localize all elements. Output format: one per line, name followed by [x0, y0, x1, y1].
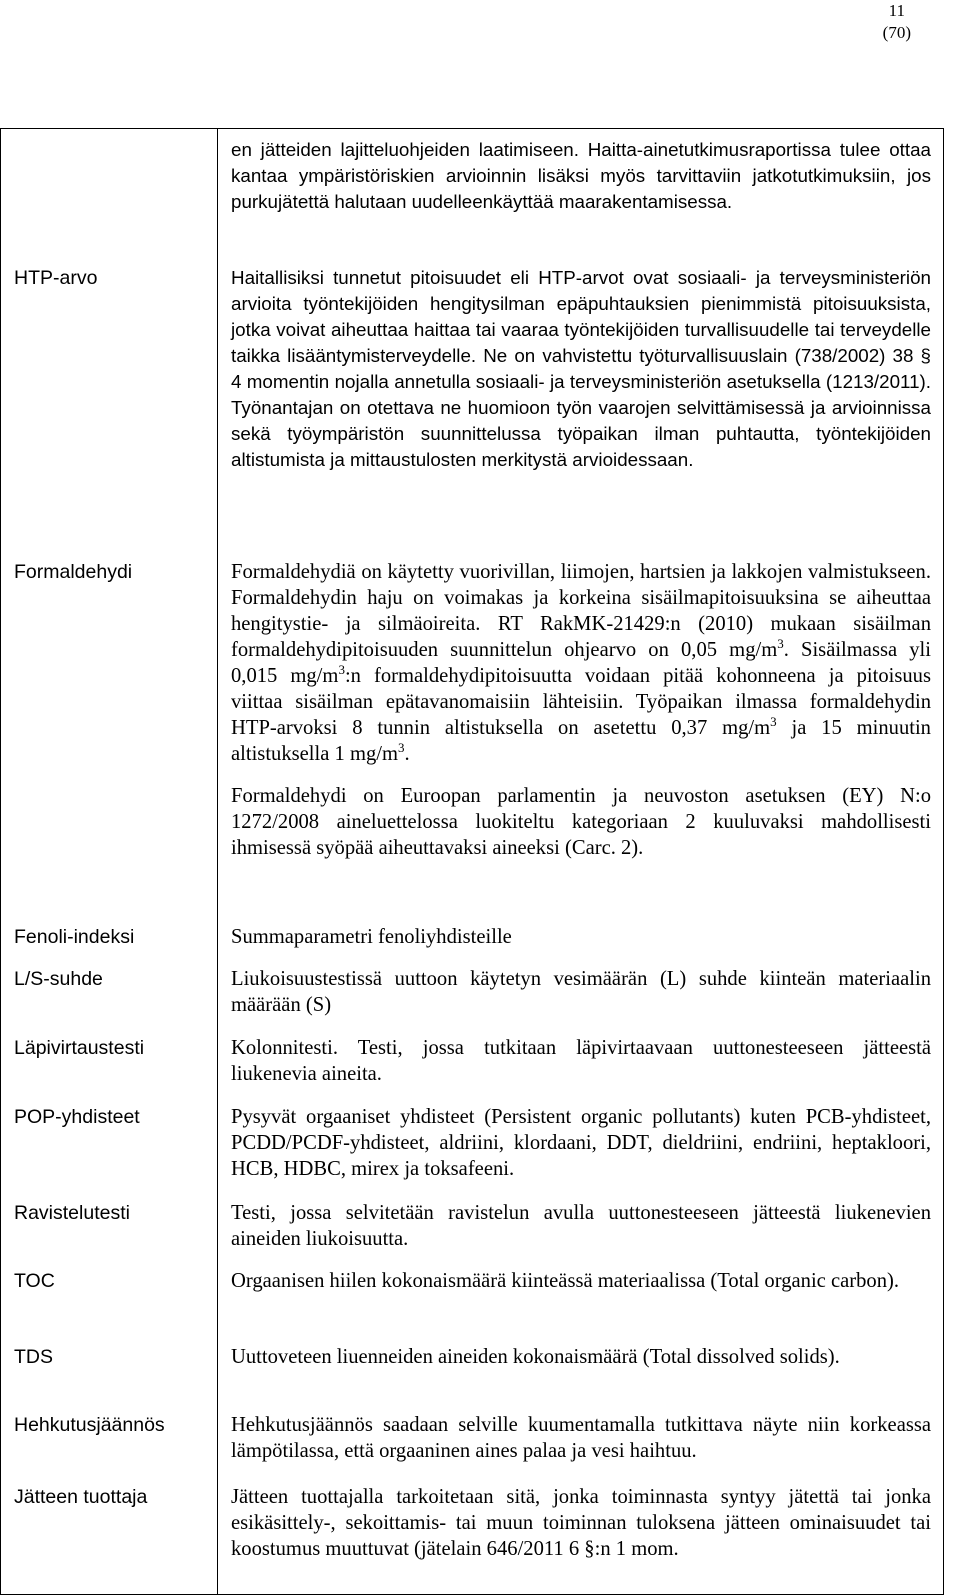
definition-text: Formaldehydiä on käytetty vuorivillan, liimojen, hartsien ja lakkojen valmistukseen. Formaldehydin haju on voimakas ja korkeina sisäilmapitoisuuksina se aiheuttaa hengitystie- ja silmäoireita. RT RakMK-21429:n (2010) mukaan sisäilman formaldehydipitoisuuden suunnittelun ohjearvo on 0,05 $mg/m^3$. Sisäilmassa yli 0,015 $mg/m^3:n$ formaldehydipitoisuutta voidaan pitää kohonneena ja pitoisuus viittaa sisäilman epätavanomaisiin lähteisiin. Työpaikan ilmassa formaldehydin HTP-arvoksi 8 tunnin altistuksella on asetettu 0,37 $mg/m^3$ ja 15 minuutin altistuksella 1 $mg/m^3$. — [231, 561, 931, 765]
definition-hehkutusjaannos — [231, 1412, 931, 1464]
definition-text: Liukoisuustestissä uuttoon käytetyn vesimäärän (L) suhde kiinteän materiaalin määrään (S) — [231, 968, 931, 1016]
definition-text: Haitallisiksi tunnetut pitoisuudet eli HTP-arvot ovat sosiaali- ja terveysministeriön arvioita työntekijöiden hengitysilman epäpuhtauksien pienimmistä pitoisuuksista, jotka voivat aiheuttaa haittaa tai vaaraa työntekijöiden turvallisuudelle tai terveydelle taikka lisääntymisterveydelle. Ne on vahvistettu työturvallisuuslain (738/2002) 38 § 4 momentin nojalla annetulla sosiaali- ja terveysministeriön asetuksella (1213/2011). Työnantajan on otettava ne huomioon työn vaarojen selvittämisessä ja arvioinnissa sekä työympäristön suunnittelussa työpaikan ilman puhtautta, työntekijöiden altistumista ja mittaustulosten merkitystä arvioidessaan. — [231, 267, 931, 470]
column-divider — [217, 129, 218, 1594]
definition-text: Pysyvät orgaaniset yhdisteet (Persistent organic pollutants) kuten PCB-yhdisteet, PCDD/PCDF-yhdisteet, aldriini, klordaani, DDT, dieldriini, endriini, heptakloori, HCB, HDBC, mirex ja toksafeeni. — [231, 1106, 931, 1180]
term-toc: TOC — [14, 1270, 55, 1292]
glossary-table — [0, 128, 944, 1595]
definition-text: Uuttoveteen liuenneiden aineiden kokonaismäärä (Total dissolved solids). — [231, 1346, 840, 1368]
term-hehkutusjaannos: Hehkutusjäännös — [14, 1414, 165, 1436]
definition-text: Orgaanisen hiilen kokonaismäärä kiinteässä materiaalissa (Total organic carbon). — [231, 1270, 899, 1292]
term-fenoli-indeksi: Fenoli-indeksi — [14, 926, 135, 948]
definition-continuation — [231, 137, 931, 215]
page-number-total: (70) — [882, 23, 911, 42]
term-ravistelutesti: Ravistelutesti — [14, 1202, 130, 1224]
definition-text: Kolonnitesti. Testi, jossa tutkitaan läpivirtaavaan uuttonesteeseen jätteestä liukenevia aineita. — [231, 1037, 931, 1085]
term-formaldehydi: Formaldehydi — [14, 561, 133, 583]
definition-ravistelutesti — [231, 1200, 931, 1252]
definition-jatteen-tuottaja — [231, 1484, 931, 1562]
definition-ls-suhde — [231, 966, 931, 1018]
definition-pop-yhdisteet — [231, 1104, 931, 1182]
term-pop-yhdisteet: POP-yhdisteet — [14, 1106, 140, 1128]
term-htp-arvo: HTP-arvo — [14, 267, 98, 289]
definition-tds — [231, 1344, 931, 1370]
definition-toc — [231, 1268, 931, 1294]
page-number-current: 11 — [888, 1, 906, 20]
definition-formaldehydi — [231, 559, 931, 861]
definition-fenoli-indeksi — [231, 924, 931, 950]
term-ls-suhde: L/S-suhde — [14, 968, 103, 990]
definition-htp-arvo — [231, 265, 931, 473]
definition-text: Hehkutusjäännös saadaan selville kuumentamalla tutkittava näyte niin korkeassa lämpötilassa, että orgaaninen aines palaa ja vesi haihtuu. — [231, 1414, 931, 1462]
definition-text: Formaldehydi on Euroopan parlamentin ja neuvoston asetuksen (EY) N:o 1272/2008 aineluettelossa luokiteltu kategoriaan 2 kuuluvaksi mahdollisesti ihmisessä syöpää aiheuttavaksi aineeksi (Carc. 2). — [231, 785, 931, 859]
definition-text: Testi, jossa selvitetään ravistelun avulla uuttonesteeseen jätteestä liukenevien aineiden liukoisuutta. — [231, 1202, 931, 1250]
definition-text: en jätteiden lajitteluohjeiden laatimiseen. Haitta-ainetutkimusraportissa tulee ottaa kantaa ympäristöriskien arvioinnin lisäksi myös tarvittaviin jatkotutkimuksiin, jos purkujätettä halutaan uudelleenkäyttää maarakentamisessa. — [231, 139, 931, 212]
definition-text: Summaparametri fenoliyhdisteille — [231, 926, 512, 948]
page-number — [883, 0, 911, 44]
term-tds: TDS — [14, 1346, 53, 1368]
definition-lapivirtaustesti — [231, 1035, 931, 1087]
term-jatteen-tuottaja: Jätteen tuottaja — [14, 1486, 148, 1508]
definition-text: Jätteen tuottajalla tarkoitetaan sitä, jonka toiminnasta syntyy jätettä tai jonka esikäsittely-, sekoittamis- tai muun toiminnan tuloksena jätteen ominaisuudet tai koostumus muuttuvat (jätelain 646/2011 6 §:n 1 mom. — [231, 1486, 931, 1560]
term-lapivirtaustesti: Läpivirtaustesti — [14, 1037, 145, 1059]
